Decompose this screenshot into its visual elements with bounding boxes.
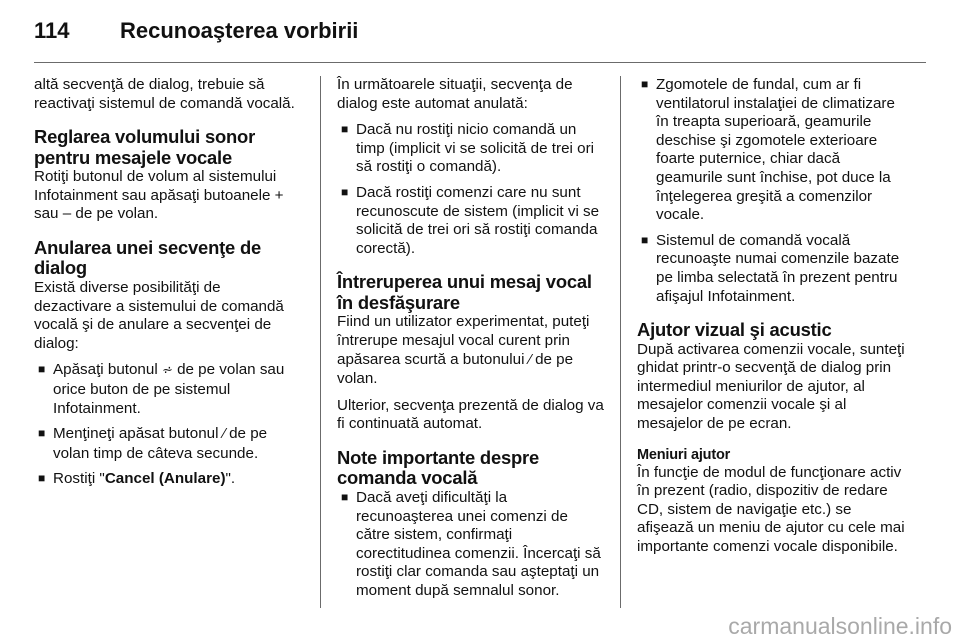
column-3 xyxy=(637,76,909,565)
heading-interrupt: Întreruperea unui mesaj vocal în desfăşurare xyxy=(337,271,592,313)
list-item: ■ Dacă rostiţi comenzi care nu sunt recunoscute de sistem (implicit vi se solicită de trei ori să rostiţi comanda corectă). xyxy=(337,184,605,258)
column-1 xyxy=(34,76,302,496)
interrupt-paragraph: Fiind un utilizator experimentat, puteţi întrerupe mesajul vocal curent prin apăsarea scurtă a butonului ⁄ de pe volan. xyxy=(337,313,590,388)
heading-notes: Note importante despre comanda vocală xyxy=(337,446,540,489)
menus-paragraph: În funcţie de modul de funcţionare activ în prezent (radio, dispozitiv de redare CD, sistem de navigaţie etc.) se afişează un meniu de ajutor cu cele mai importante comenzi vocale disponibile. xyxy=(637,463,905,555)
list-item: ■ Rostiţi "Cancel (Anulare)". xyxy=(34,470,302,489)
heading-cancel: Anularea unei secvenţe de dialog xyxy=(34,236,262,279)
volume-paragraph: Rotiţi butonul de volum al sistemului Infotainment sau apăsaţi butoanele + sau – de pe volan. xyxy=(34,168,284,223)
talk-button-icon: ⁄ xyxy=(222,427,225,443)
talk-button-icon: ⁄ xyxy=(528,352,531,368)
list-item: ■ Dacă aveţi dificultăţi la recunoaşterea unei comenzi de către sistem, confirmaţi corectitudinea comenzii. Încercaţi să rostiţi clar comanda sau aşteptaţi un moment după semnalul sonor. xyxy=(337,489,605,601)
heading-help: Ajutor vizual şi acustic xyxy=(637,319,832,341)
list-item: ■ Menţineţi apăsat butonul ⁄ de pe volan timp de câteva secunde. xyxy=(34,425,302,463)
auto-cancel-paragraph: În următoarele situaţii, secvenţa de dialog este automat anulată: xyxy=(337,76,573,112)
column-2 xyxy=(337,76,605,607)
page-header xyxy=(34,18,358,48)
list-item: ■ Dacă nu rostiţi nicio comandă un timp (implicit vi se solicită de trei ori să rostiţi o comandă). xyxy=(337,121,605,177)
list-item: ■ Sistemul de comandă vocală recunoaşte numai comenzile bazate pe limba selectată în prezent pentru afişajul Infotainment. xyxy=(637,232,909,306)
page-title: Recunoaşterea vorbirii xyxy=(120,18,359,43)
command-text: Cancel (Anulare) xyxy=(104,470,226,488)
list-item: ■ Apăsaţi butonul ⩫ de pe volan sau orice buton de pe sistemul Infotainment. xyxy=(34,361,302,418)
page-number: 114 xyxy=(34,18,70,43)
heading-volume: Reglarea volumului sonor pentru mesajele vocale xyxy=(34,126,256,168)
later-paragraph: Ulterior, secvenţa prezentă de dialog va fi continuată automat. xyxy=(337,396,604,433)
heading-menus: Meniuri ajutor xyxy=(637,446,731,463)
voice-button-icon: ⩫ xyxy=(161,363,173,379)
column-divider xyxy=(320,76,321,608)
header-rule xyxy=(34,62,926,63)
help-paragraph: După activarea comenzii vocale, sunteţi ghidat printr-o secvenţă de dialog prin intermediul meniurilor de ajutor, al mesajelor comenzii vocale şi al mesajelor de pe ecran. xyxy=(637,340,905,432)
intro-paragraph: altă secvenţă de dialog, trebuie să reactivaţi sistemul de comandă vocală. xyxy=(34,76,295,112)
watermark: carmanualsonline.info xyxy=(728,613,952,639)
list-item: ■ Zgomotele de fundal, cum ar fi ventilatorul instalaţiei de climatizare în treapta superioară, geamurile deschise şi zgomotele exterioare foarte puternice, chiar dacă geamurile sunt închise, pot duce la înţelegerea greşită a comenzilor vocale. xyxy=(637,76,909,225)
cancel-paragraph: Există diverse posibilităţi de dezactivare a sistemului de comandă vocală şi de anulare a secvenţei de dialog: xyxy=(34,278,284,352)
column-divider xyxy=(620,76,621,608)
